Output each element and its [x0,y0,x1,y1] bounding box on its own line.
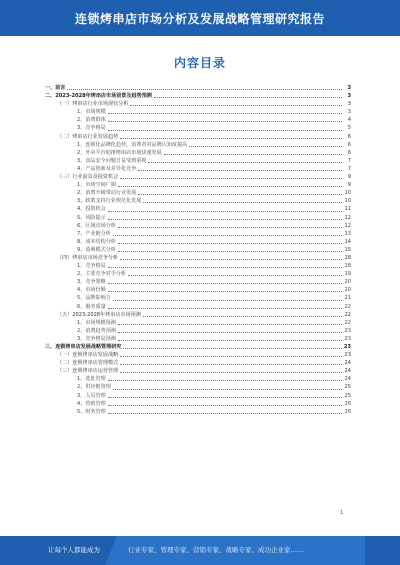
toc-entry[interactable] [45,149,351,157]
toc-entry-page: 5 [347,125,351,132]
toc-entry-title: 1、连锁化品牌化趋势，消费者对品牌认知度提高 [77,141,188,148]
toc-entry[interactable] [45,351,351,359]
toc-dot-leader [113,300,342,301]
toc-dot-leader [120,356,342,357]
toc-entry-page: 23 [343,344,351,350]
toc-entry[interactable] [45,230,351,238]
toc-entry-title: 3、人员管理 [77,392,106,399]
toc-entry-title: 4、产品创新及差异化竞争 [77,165,137,172]
toc-entry[interactable] [45,262,351,270]
toc-entry-title: 3、政策支持行业规范化发展 [77,198,142,205]
toc-dot-leader [189,146,342,147]
toc-entry[interactable] [45,133,351,141]
toc-entry-title: （五）2023-2028年烤串店市场预测 [57,311,141,318]
toc-entry[interactable] [45,278,351,286]
toc-heading: 内容目录 [173,56,226,70]
toc-entry-title: 5、财务管理 [77,408,106,415]
toc-entry-page: 25 [344,384,351,391]
toc-entry[interactable] [45,375,351,383]
toc-entry-title: 3、食品安全问题日益受到重视 [77,157,147,164]
toc-entry-page: 7 [347,157,351,164]
toc-entry-title: 1、选址管理 [77,376,106,383]
toc-dot-leader [120,138,342,139]
toc-dot-leader [108,219,342,220]
toc-entry-page: 4 [347,117,351,124]
toc-entry-title: 4、投资机会 [77,206,106,213]
toc-entry-page: 13 [344,230,351,237]
toc-entry-page: 23 [344,327,351,334]
toc-entry-title: 一、前言 [45,85,66,91]
toc-dot-leader [138,194,342,195]
toc-entry-page: 3 [347,85,351,91]
toc-dot-leader [120,364,342,365]
toc-entry-title: （三）行业前景及投资机会 [57,174,119,181]
toc-entry-page: 9 [347,174,351,181]
toc-entry-page: 3 [347,109,351,116]
toc-entry-page: 6 [347,133,351,140]
toc-entry-page: 15 [344,246,351,253]
toc-dot-leader [113,235,342,236]
toc-entry-page: 10 [344,198,351,205]
toc-entry-page: 20 [344,287,351,294]
toc-entry-title: 2、外卖平台助推烤串店市场快速发展 [77,149,162,156]
toc-dot-leader [148,162,342,163]
toc-entry[interactable] [45,303,351,311]
toc-dot-leader [120,259,342,260]
toc-dot-leader [108,211,342,212]
toc-entry-title: （一）烤串店行业市场现状分析 [57,101,129,108]
toc-entry-title: 2、主要竞争对手分析 [77,271,127,278]
report-title: 连锁烤串店市场分析及发展战略管理研究报告 [74,11,325,26]
toc-dot-leader [108,413,342,414]
toc-entry-title: 三、连锁烤串店发展战略管理研究 [45,344,122,350]
toc-entry-page: 18 [344,254,351,261]
toc-entry-page: 22 [344,319,351,326]
toc-entry[interactable] [45,157,351,165]
toc-entry-page: 3 [347,101,351,108]
toc-entry[interactable] [45,214,351,222]
toc-entry-page: 23 [344,352,351,359]
toc-entry-title: 1、竞争格局 [77,263,106,270]
toc-entry-title: 1、市场规模预测 [77,319,116,326]
toc-entry[interactable] [45,141,351,149]
toc-entry-page: 6 [347,141,351,148]
toc-entry-page: 18 [344,263,351,270]
toc-entry-title: 6、区域市场分析 [77,222,116,229]
toc-entry[interactable] [45,343,351,351]
toc-dot-leader [108,308,342,309]
footer-slogan-right: 行业专家、管理专家、营销专家、战略专家、成功企业家…… [128,546,304,554]
toc-entry[interactable] [45,400,351,408]
toc-dot-leader [67,89,342,90]
toc-entry-title: （一）连锁烤串店发展战略 [57,352,119,359]
toc-dot-leader [118,227,342,228]
toc-dot-leader [108,283,342,284]
toc-entry-page: 24 [344,360,351,367]
toc-entry-title: 5、品牌影响力 [77,295,111,302]
toc-dot-leader [118,340,342,341]
toc-entry-page: 6 [347,149,351,156]
toc-dot-leader [120,372,342,373]
toc-entry-title: 1、市场空间广阔 [77,182,116,189]
toc-entry[interactable] [45,311,351,319]
toc-entry-page: 11 [344,206,351,213]
toc-entry-title: 2、消费升级带动行业发展 [77,190,137,197]
toc-dot-leader [120,178,342,179]
toc-dot-leader [108,267,342,268]
page-footer [0,536,400,565]
toc-entry-page: 26 [344,400,351,407]
toc-entry[interactable] [45,246,351,254]
toc-entry-title: （二）连锁烤串店管理模式 [57,360,119,367]
toc-entry-page: 22 [344,311,351,318]
toc-entry[interactable] [45,270,351,278]
toc-dot-leader [108,397,342,398]
toc-entry-title: 2、消费趋势预测 [77,327,116,334]
toc-dot-leader [108,405,342,406]
toc-entry-page: 25 [344,392,351,399]
toc-entry-page: 10 [344,190,351,197]
toc-entry[interactable] [45,100,351,108]
toc-entry-title: 7、产业链分析 [77,230,111,237]
toc-entry-page: 12 [344,214,351,221]
toc-entry-title: 5、风险提示 [77,214,106,221]
toc-entry-title: 6、服务质量 [77,303,106,310]
footer-slogan-left: 让每个人都能成为 [48,546,100,554]
toc-entry-title: 4、营销管理 [77,400,106,407]
toc-dot-leader [108,291,342,292]
toc-entry[interactable] [45,392,351,400]
toc-entry-page: 3 [347,93,351,100]
toc-entry[interactable] [45,359,351,367]
toc-dot-leader [108,380,342,381]
toc-dot-leader [128,275,342,276]
table-of-contents [45,84,351,416]
toc-entry-page: 14 [344,238,351,245]
page-number: 1 [340,510,344,516]
toc-entry[interactable] [45,254,351,262]
toc-entry-page: 9 [347,182,351,189]
toc-entry[interactable] [45,165,351,173]
toc-dot-leader [123,348,341,349]
toc-entry[interactable] [45,294,351,302]
toc-entry-title: 2、供应链管理 [77,384,111,391]
toc-entry[interactable] [45,367,351,375]
toc-dot-leader [108,130,342,131]
toc-dot-leader [118,186,342,187]
toc-entry[interactable] [45,124,351,132]
toc-entry[interactable] [45,383,351,391]
toc-entry[interactable] [45,286,351,294]
page-header [0,0,400,36]
toc-entry-title: （三）连锁烤串店运营管理 [57,368,119,375]
toc-entry-page: 26 [344,408,351,415]
toc-entry[interactable] [45,92,351,100]
toc-entry[interactable] [45,173,351,181]
toc-entry-title: 4、市场份额 [77,287,106,294]
toc-entry[interactable] [45,205,351,213]
toc-dot-leader [108,121,342,122]
toc-dot-leader [154,97,342,98]
toc-entry[interactable] [45,116,351,124]
toc-dot-leader [138,170,342,171]
toc-entry-page: 24 [344,376,351,383]
toc-entry-page: 24 [344,368,351,375]
toc-dot-leader [164,154,342,155]
toc-entry-title: 二、2023-2028年烤串店市场前景及趋势预测 [45,93,152,100]
toc-entry[interactable] [45,181,351,189]
toc-dot-leader [143,202,342,203]
toc-entry[interactable] [45,222,351,230]
toc-dot-leader [118,243,342,244]
toc-entry-page: 22 [344,303,351,310]
toc-entry-page: 20 [344,279,351,286]
toc-entry[interactable] [45,319,351,327]
toc-dot-leader [108,113,342,114]
toc-entry[interactable] [45,189,351,197]
toc-entry-title: （四）烤串店市场竞争分析 [57,254,119,261]
toc-entry[interactable] [45,108,351,116]
toc-dot-leader [143,316,342,317]
toc-entry-title: 3、竞争策略 [77,279,106,286]
toc-entry[interactable] [45,408,351,416]
toc-entry-title: 3、竞争格局 [77,125,106,132]
toc-dot-leader [130,105,342,106]
toc-entry-title: 3、竞争格局预测 [77,335,116,342]
toc-entry-page: 19 [344,271,351,278]
toc-entry-title: 8、成本结构分析 [77,238,116,245]
toc-entry-page: 21 [344,295,351,302]
toc-entry[interactable] [45,197,351,205]
toc-entry-page: 23 [344,335,351,342]
toc-entry-title: 1、市场规模 [77,109,106,116]
toc-dot-leader [113,389,342,390]
toc-dot-leader [118,332,342,333]
toc-entry-page: 7 [347,165,351,172]
toc-entry[interactable] [45,327,351,335]
toc-entry[interactable] [45,238,351,246]
toc-entry-page: 12 [344,222,351,229]
toc-entry-title: 2、消费群体 [77,117,106,124]
toc-dot-leader [118,324,342,325]
toc-entry-title: （二）烤串店行业发展趋势 [57,133,119,140]
toc-entry[interactable] [45,84,351,92]
toc-dot-leader [118,251,342,252]
toc-entry-title: 9、盈利模式分析 [77,246,116,253]
toc-entry[interactable] [45,335,351,343]
